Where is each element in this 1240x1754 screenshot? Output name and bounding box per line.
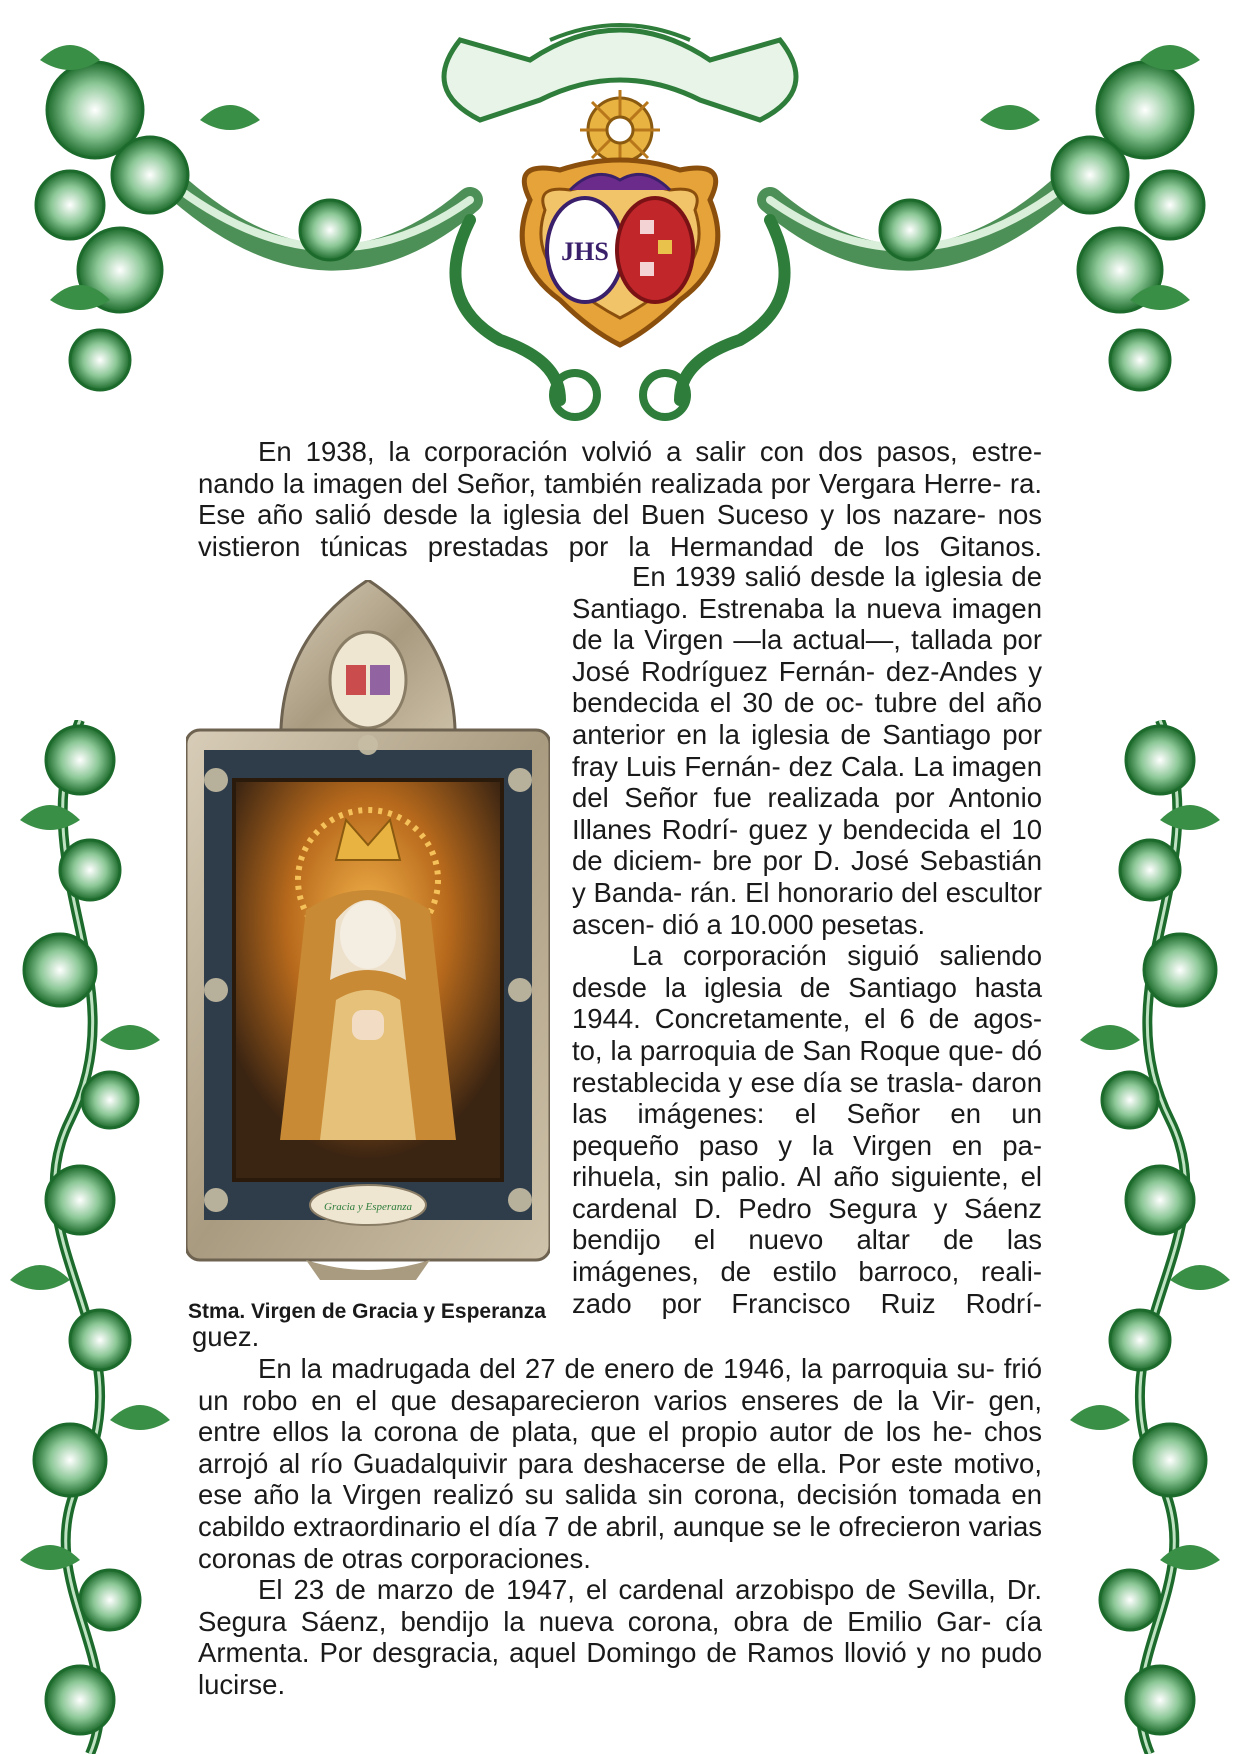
left-floral-vine (0, 720, 180, 1754)
paragraph-1939: En 1939 salió desde la iglesia de Santiago. Estrenaba la nueva imagen de la Virgen —la actual—, tallada por José Rodríguez Fernán- dez-Andes y bendecida el 30 de oc- tubre del año anterior en la iglesia de Santiago por fray Luis Fernán- dez Cala. La imagen del Señor fue realizada por Antonio Illanes Rodrí- guez y bendecida el 10 de diciem- bre por D. José Sebastián y Banda- rán. El honorario del escultor ascen- dió a 10.000 pesetas. (572, 561, 1042, 940)
paragraph-continuation: guez. (192, 1321, 260, 1352)
paragraph-1947: El 23 de marzo de 1947, el cardenal arzobispo de Sevilla, Dr. Segura Sáenz, bendijo la nueva corona, obra de Emilio Gar- cía Armenta. Por desgracia, aquel Domingo de Ramos llovió y no pudo lucirse. (198, 1574, 1042, 1700)
virgin-tile-panel-icon (186, 580, 550, 1280)
paragraph-1938 (198, 436, 1042, 562)
bottom-text (192, 1321, 1042, 1701)
floral-vine-icon (1060, 720, 1240, 1754)
paragraph-1946: En la madrugada del 27 de enero de 1946, la parroquia su- frió un robo en el que desaparecieron varios enseres de la Vir- gen, entre ellos la corona de plata, que el propio autor de los he- chos arrojó al río Guadalquivir para deshacerse de ella. Por este motivo, ese año la Virgen realizó su salida sin corona, decisión tomada en cabildo extraordinario el día 7 de abril, aunque se le ofrecieron varias coronas de otras corporaciones. (198, 1353, 1042, 1574)
tile-inscription: Gracia y Esperanza (324, 1201, 412, 1213)
paragraph-1944: La corporación siguió saliendo desde la iglesia de Santiago hasta 1944. Concretamente, el 6 de agos- to, la parroquia de San Roque que- dó restablecida y ese día se trasla- daron las imágenes: el Señor en un pequeño paso y la Virgen en pa- rihuela, sin palio. Al año siguiente, el cardenal D. Pedro Segura y Sáenz bendijo el nuevo altar de las imágenes, de estilo barroco, reali- zado por Francisco Ruiz Rodrí- (572, 940, 1042, 1319)
figure-caption: Stma. Virgen de Gracia y Esperanza (188, 1300, 546, 1323)
brotherhood-coat-of-arms-icon (500, 90, 740, 350)
paragraph-text: En 1938, la corporación volvió a salir con dos pasos, estre- nando la imagen del Señor, también realizada por Vergara Herre- ra. Ese año salió desde la iglesia del Buen Suceso y los nazare- nos vistieron túnicas prestadas por la Hermandad de los Gitanos. (198, 436, 1042, 562)
right-floral-vine (1060, 720, 1240, 1754)
monogram-text: JHS (561, 237, 609, 266)
right-column-text (572, 561, 1042, 1319)
floral-vine-icon (0, 720, 180, 1754)
